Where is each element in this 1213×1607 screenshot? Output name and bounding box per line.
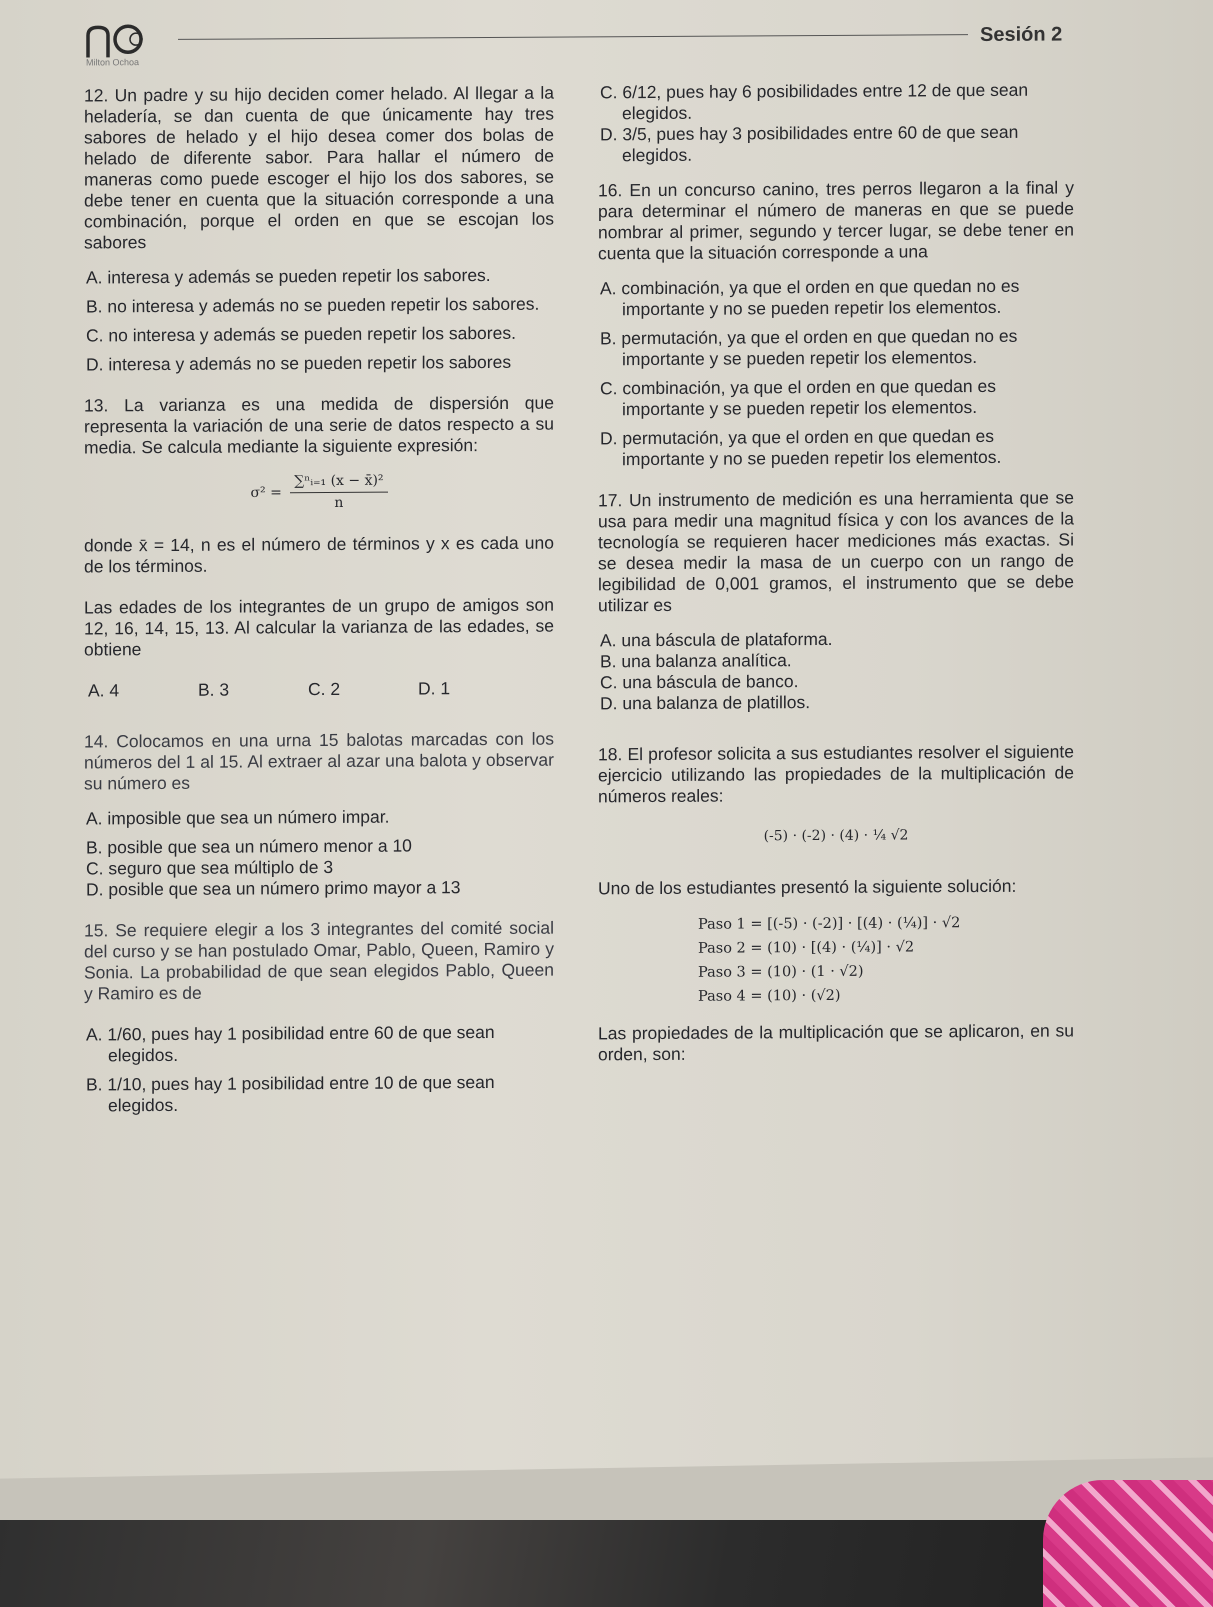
q14-option-a[interactable]: A. imposible que sea un número impar. — [86, 806, 390, 829]
q16-option-a[interactable]: A. combinación, ya que el orden en que quedan no es importante y no se pueden repetir los elementos. — [600, 275, 1020, 320]
question-18: 18. El profesor solicita a sus estudiantes resolver el siguiente ejercicio utilizando las propiedades de la multiplicación de números reales: — [598, 741, 1074, 807]
variance-formula — [84, 470, 554, 516]
q15-option-b[interactable]: B. 1/10, pues hay 1 posibilidad entre 10 de que sean elegidos. — [86, 1071, 495, 1116]
q15-option-d[interactable]: D. 3/5, pues hay 3 posibilidades entre 60 de que sean elegidos. — [600, 121, 1019, 166]
formula-lhs: σ² = — [250, 484, 282, 501]
q18-solution-intro: Uno de los estudiantes presentó la siguiente solución: — [598, 875, 1017, 899]
question-15: 15. Se requiere elegir a los 3 integrantes del comité social del curso y se han postulado Omar, Pablo, Queen, Ramiro y Sonia. La probabilidad de que sean elegidos Pablo, Queen y Ramiro es de — [84, 917, 554, 1004]
q18-step-1: Paso 1 = [(-5) · (-2)] · [(4) · (¼)] · √2 — [698, 915, 961, 933]
q17-option-a[interactable]: A. una báscula de plataforma. — [600, 628, 833, 651]
q12-option-c[interactable]: C. no interesa y además se pueden repetir los sabores. — [86, 322, 516, 346]
q18-expression: (-5) · (-2) · (4) · ¼ √2 — [763, 827, 909, 845]
question-13: 13. La varianza es una medida de dispersión que representa la variación de una serie de datos respecto a su media. Se calcula mediante la siguiente expresión: — [84, 392, 554, 458]
q12-option-a[interactable]: A. interesa y además se pueden repetir los sabores. — [86, 265, 491, 288]
q17-option-c[interactable]: C. una báscula de banco. — [600, 671, 799, 693]
q18-step-2: Paso 2 = (10) · [(4) · (¼)] · √2 — [698, 939, 915, 957]
q12-option-d[interactable]: D. interesa y además no se pueden repetir los sabores — [86, 351, 512, 375]
question-12: 12. Un padre y su hijo deciden comer helado. Al llegar a la heladería, se dan cuenta de que únicamente hay tres sabores de helado y el hijo desea comer dos bolas de helado de diferente sabor. Para hallar el número de maneras como puede escoger el hijo los dos sabores, se debe tener en cuenta que la situación corresponde a una combinación, porque el orden en que se escojan los sabores — [84, 82, 554, 253]
q12-option-b[interactable]: B. no interesa y además no se pueden repetir los sabores. — [86, 293, 540, 317]
session-label: Sesión 2 — [980, 23, 1063, 47]
q17-option-b[interactable]: B. una balanza analítica. — [600, 650, 792, 672]
q15-option-c[interactable]: C. 6/12, pues hay 6 posibilidades entre 12 de que sean elegidos. — [600, 79, 1029, 124]
logo-caption: Milton Ochoa — [86, 57, 140, 68]
q13-options — [84, 678, 554, 702]
q15-option-a[interactable]: A. 1/60, pues hay 1 posibilidad entre 60 de que sean elegidos. — [86, 1021, 495, 1066]
q16-option-b[interactable]: B. permutación, ya que el orden en que quedan no es importante y se pueden repetir los elementos. — [600, 325, 1018, 370]
q14-option-b[interactable]: B. posible que sea un número menor a 10 — [86, 835, 412, 858]
q16-option-c[interactable]: C. combinación, ya que el orden en que quedan es importante y se pueden repetir los elementos. — [600, 375, 996, 420]
header-rule — [178, 34, 968, 40]
left-column — [84, 83, 554, 1117]
logo-icon — [84, 23, 156, 59]
q13-option-c[interactable]: C. 2 — [308, 678, 341, 700]
q17-option-d[interactable]: D. una balanza de platillos. — [600, 692, 811, 714]
q13-option-a[interactable]: A. 4 — [88, 680, 120, 701]
q13-option-b[interactable]: B. 3 — [198, 679, 230, 700]
pink-fabric — [1043, 1480, 1213, 1607]
formula-denominator: n — [334, 494, 344, 511]
q18-steps — [698, 910, 1074, 1008]
question-14: 14. Colocamos en una urna 15 balotas marcadas con los números del 1 al 15. Al extraer al azar una balota y observar su número es — [84, 728, 554, 794]
question-17: 17. Un instrumento de medición es una herramienta que se usa para medir una magnitud física y con los avances de la tecnología se requieren hacer mediciones más exactas. Si se desea medir la masa de un cuerpo con un rango de legibilidad de 0,001 gramos, el instrumento que se debe utilizar es — [598, 487, 1074, 616]
q18-step-4: Paso 4 = (10) · (√2) — [698, 987, 841, 1005]
q18-step-3: Paso 3 = (10) · (1 · √2) — [698, 963, 864, 981]
q16-option-d[interactable]: D. permutación, ya que el orden en que quedan es importante y no se pueden repetir los elementos. — [600, 425, 1002, 470]
q13-data: Las edades de los integrantes de un grupo de amigos son 12, 16, 14, 15, 13. Al calcular la varianza de las edades, se obtiene — [84, 594, 554, 660]
formula-numerator: ∑ⁿᵢ₌₁ (x − x̄)² — [290, 471, 387, 494]
right-column — [598, 79, 1074, 1065]
question-16: 16. En un concurso canino, tres perros llegaron a la final y para determinar el número de maneras en que se puede nombrar al primer, segundo y tercer lugar, se debe tener en cuenta que la situación corresponde a una — [598, 177, 1074, 264]
q13-where: donde x̄ = 14, n es el número de términos y x es cada uno de los términos. — [84, 532, 554, 577]
q14-option-d[interactable]: D. posible que sea un número primo mayor a 13 — [86, 877, 461, 900]
q18-closing: Las propiedades de la multiplicación que se aplicaron, en su orden, son: — [598, 1020, 1074, 1065]
background-fabric — [0, 1520, 1213, 1607]
q13-option-d[interactable]: D. 1 — [418, 678, 451, 699]
q14-option-c[interactable]: C. seguro que sea múltiplo de 3 — [86, 856, 334, 879]
